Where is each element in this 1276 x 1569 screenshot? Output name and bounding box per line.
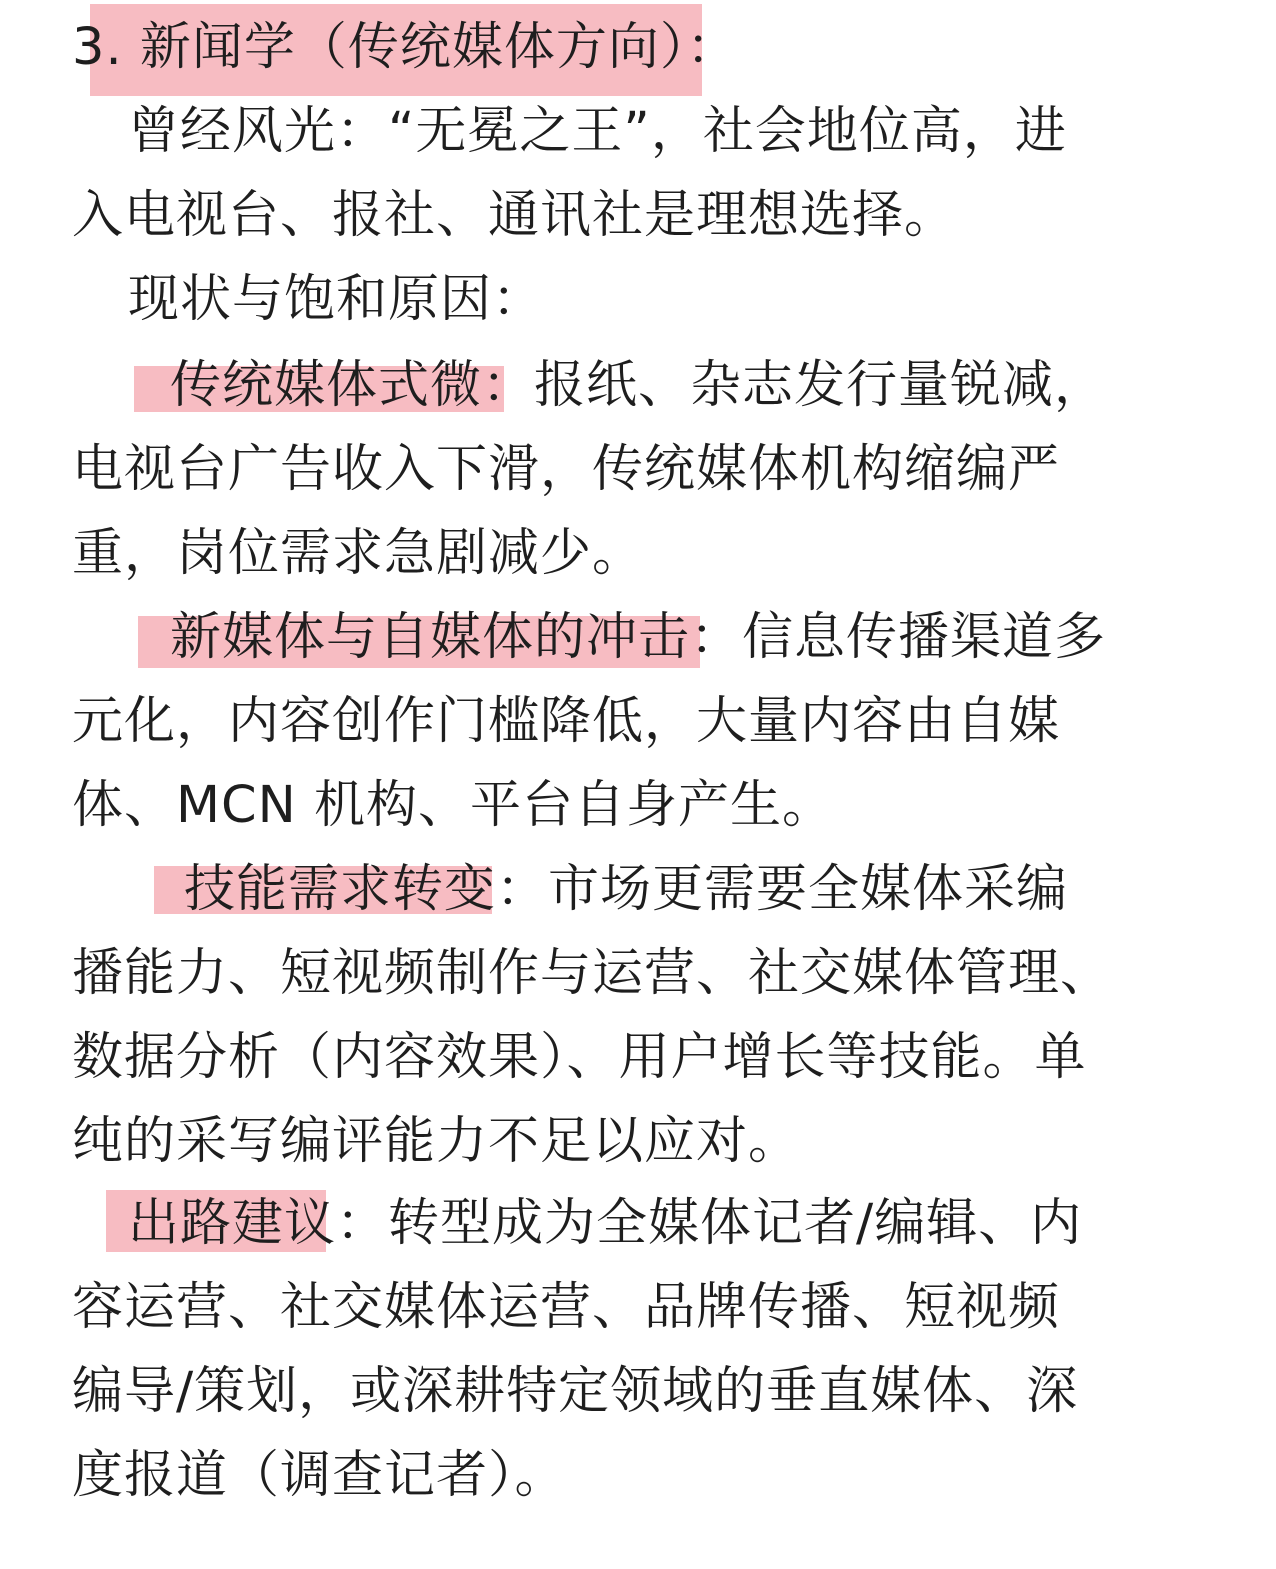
skills-line-1	[184, 848, 1068, 932]
skills-line-2: 播能力、短视频制作与运营、社交媒体管理、	[72, 944, 1113, 1003]
skills-line-4: 纯的采写编评能力不足以应对。	[72, 1112, 801, 1171]
suggestion-line-3: 编导/策划，或深耕特定领域的垂直媒体、深	[72, 1362, 1079, 1421]
suggestion-label: 出路建议	[128, 1194, 337, 1253]
suggestion-line-2: 容运营、社交媒体运营、品牌传播、短视频	[72, 1278, 1061, 1337]
section-heading: 3. 新闻学（传统媒体方向）：	[72, 18, 739, 77]
decline-line-2: 电视台广告收入下滑，传统媒体机构缩编严	[72, 440, 1061, 499]
skills-text: ：市场更需要全媒体采编	[496, 860, 1069, 919]
new-media-line-1	[170, 596, 1106, 680]
past-glory-line-1: 曾经风光：“无冕之王”，社会地位高，进	[128, 102, 1067, 161]
decline-line-1	[170, 344, 1106, 428]
decline-line-3: 重，岗位需求急剧减少。	[72, 524, 645, 583]
new-media-line-2: 元化，内容创作门槛降低，大量内容由自媒	[72, 692, 1061, 751]
new-media-label: 新媒体与自媒体的冲击	[170, 608, 691, 667]
decline-text: ：报纸、杂志发行量锐减，	[482, 356, 1107, 415]
past-glory-line-2: 入电视台、报社、通讯社是理想选择。	[72, 186, 957, 245]
suggestion-line-4: 度报道（调查记者）。	[72, 1446, 567, 1505]
suggestion-text: ：转型成为全媒体记者/编辑、内	[336, 1194, 1083, 1253]
status-title: 现状与饱和原因：	[128, 270, 545, 329]
decline-label: 传统媒体式微	[170, 356, 483, 415]
suggestion-line-1	[128, 1182, 1082, 1266]
skills-line-3: 数据分析（内容效果）、用户增长等技能。单	[72, 1028, 1087, 1087]
skills-label: 技能需求转变	[184, 860, 497, 919]
new-media-text: ：信息传播渠道多	[690, 608, 1107, 667]
new-media-line-3: 体、MCN 机构、平台自身产生。	[72, 776, 834, 835]
